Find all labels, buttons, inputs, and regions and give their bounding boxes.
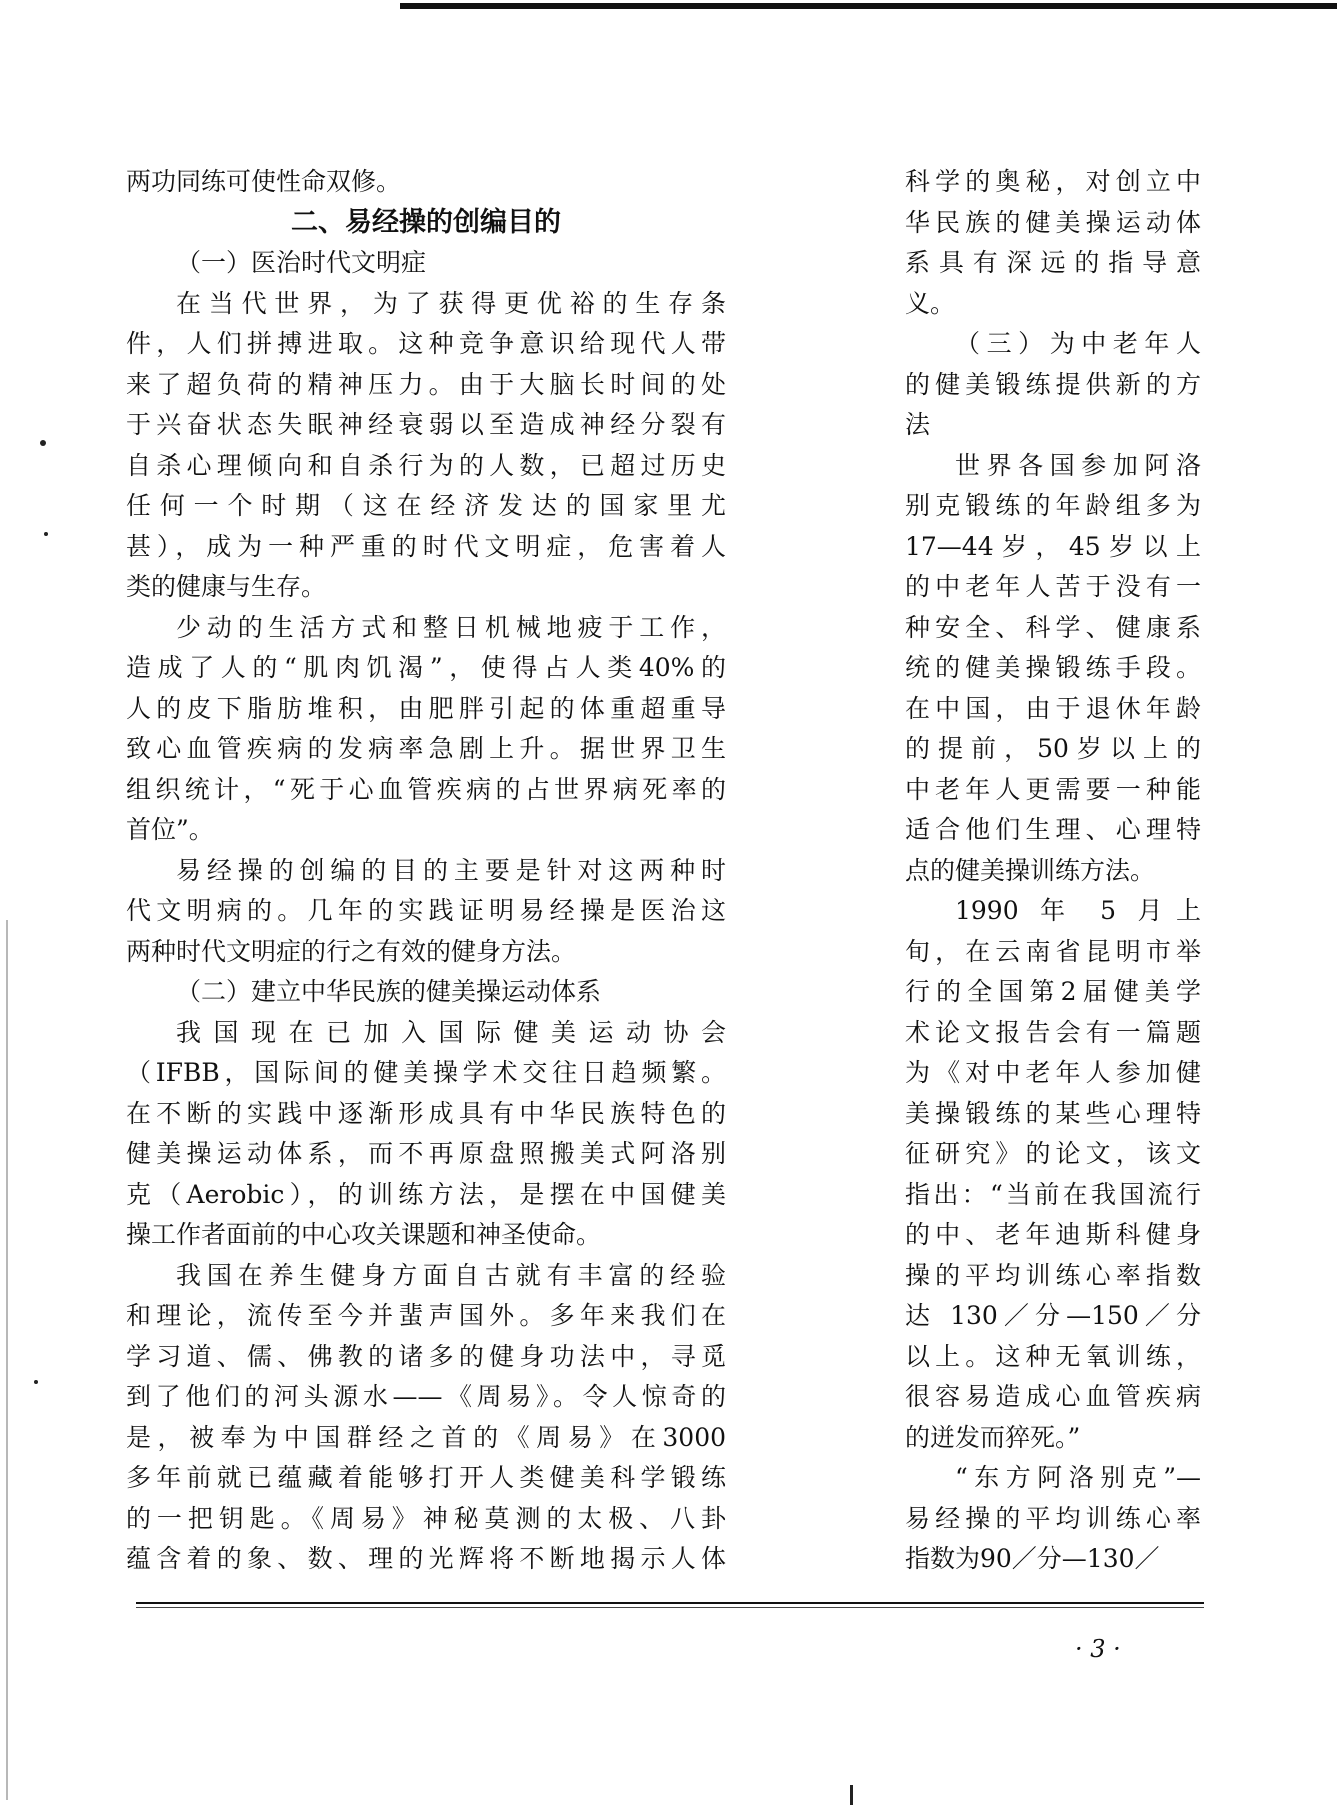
text-line: 两种时代文明症的行之有效的健身方法。 [126, 936, 577, 966]
text-line: 在不断的实践中逐渐形成具有中华民族特色的 [126, 1098, 726, 1128]
text-line: 在当代世界，为了获得更优裕的生存条 [176, 288, 726, 318]
text-line: 到了他们的河头源水——《周易》。令人惊奇的 [126, 1382, 726, 1411]
text-line: 达 130／分—150／分 [905, 1301, 1201, 1330]
text-line: 为《对中老年人参加健 [905, 1058, 1201, 1087]
text-line: 指出：“当前在我国流行 [905, 1179, 1201, 1209]
text-line: 17—44岁，45岁以上 [905, 531, 1201, 561]
text-line: 种安全、科学、健康系 [905, 612, 1201, 642]
scan-speck [34, 1380, 38, 1384]
text-line: 易经操的创编的目的主要是针对这两种时 [176, 855, 726, 885]
text-line: 组织统计，“死于心血管疾病的占世界病死率的 [126, 774, 726, 804]
footer-rule-thin [136, 1607, 1204, 1608]
text-line: 的提前，50岁以上的 [905, 734, 1201, 763]
right-column [905, 162, 1201, 1580]
text-line: 美操锻练的某些心理特 [905, 1098, 1201, 1128]
left-column [126, 162, 726, 1580]
text-line: 在中国，由于退休年龄 [905, 693, 1201, 723]
text-line: 系具有深远的指导意 [905, 248, 1201, 277]
text-line: 旬，在云南省昆明市举 [905, 936, 1201, 966]
scan-speck [40, 440, 46, 446]
subsection-heading: （二）建立中华民族的健美操运动体系 [176, 977, 602, 1006]
subsection-heading: （三）为中老年人 [955, 329, 1201, 358]
text-line: 术论文报告会有一篇题 [905, 1017, 1201, 1047]
text-line: 指数为90／分—130／ [905, 1544, 1160, 1573]
text-line: 造成了人的“肌肉饥渴”，使得占人类40%的 [126, 653, 726, 682]
scan-margin-line [6, 920, 8, 1800]
text-line: 的中、老年迪斯科健身 [905, 1220, 1201, 1249]
text-line: 我国现在已加入国际健美运动协会 [176, 1017, 726, 1047]
text-line: “东方阿洛别克”— [955, 1463, 1201, 1492]
top-rule [400, 3, 1337, 9]
text-line: 学习道、儒、佛教的诸多的健身功法中，寻觅 [126, 1341, 726, 1371]
section-heading: 二、易经操的创编目的 [291, 206, 561, 238]
text-line: 蕴含着的象、数、理的光辉将不断地揭示人体 [126, 1544, 726, 1573]
text-line: 致心血管疾病的发病率急剧上升。据世界卫生 [126, 734, 726, 763]
text-line: 的中老年人苦于没有一 [905, 572, 1201, 601]
footer-rule [136, 1602, 1204, 1604]
text-line: 以上。这种无氧训练， [905, 1341, 1201, 1371]
text-line: 两功同练可使性命双修。 [126, 167, 402, 196]
text-line: 甚），成为一种严重的时代文明症，危害着人 [126, 531, 726, 561]
subsection-heading: 的健美锻练提供新的方 [905, 369, 1201, 399]
text-line: 克（Aerobic），的训练方法，是摆在中国健美 [126, 1179, 726, 1209]
text-line: 世界各国参加阿洛 [955, 450, 1201, 480]
scan-speck [44, 532, 48, 536]
text-line: 健美操运动体系，而不再原盘照搬美式阿洛别 [126, 1139, 726, 1168]
text-line: 华民族的健美操运动体 [905, 207, 1201, 237]
text-line: 件，人们拼搏进取。这种竞争意识给现代人带 [126, 329, 726, 358]
text-line: 的一把钥匙。《周易》神秘莫测的太极、八卦 [126, 1503, 726, 1533]
text-line: 多年前就已蕴藏着能够打开人类健美科学锻练 [126, 1463, 726, 1492]
text-line: 操工作者面前的中心攻关课题和神圣使命。 [126, 1220, 602, 1249]
text-line: 于兴奋状态失眠神经衰弱以至造成神经分裂有 [126, 410, 726, 439]
text-line: 义。 [905, 288, 956, 318]
text-line: 科学的奥秘，对创立中 [905, 167, 1201, 196]
text-line: 统的健美操锻练手段。 [905, 653, 1201, 682]
text-line: 自杀心理倾向和自杀行为的人数，已超过历史 [126, 450, 726, 480]
subsection-heading: 法 [905, 410, 931, 439]
text-line: 任何一个时期（这在经济发达的国家里尤 [126, 491, 726, 520]
text-line: 1990 年 5 月上 [955, 896, 1201, 925]
text-line: 行的全国第2届健美学 [905, 977, 1201, 1006]
text-line: 少动的生活方式和整日机械地疲于工作， [176, 612, 726, 642]
subsection-heading: （一）医治时代文明症 [176, 248, 427, 277]
text-line: 类的健康与生存。 [126, 572, 327, 601]
text-line: 我国在养生健身方面自古就有丰富的经验 [176, 1260, 726, 1290]
text-line: （IFBB，国际间的健美操学术交往日趋频繁。 [126, 1058, 726, 1087]
scan-speck [850, 1785, 853, 1805]
text-line: 征研究》的论文，该文 [905, 1139, 1201, 1168]
text-line: 的迸发而猝死。” [905, 1422, 1081, 1452]
text-line: 代文明病的。几年的实践证明易经操是医治这 [126, 896, 726, 925]
text-line: 人的皮下脂肪堆积，由肥胖引起的体重超重导 [126, 693, 726, 723]
text-line: 和理论，流传至今并蜚声国外。多年来我们在 [126, 1301, 726, 1330]
text-line: 点的健美操训练方法。 [905, 855, 1156, 885]
text-line: 很容易造成心血管疾病 [905, 1382, 1201, 1411]
text-line: 是，被奉为中国群经之首的《周易》在3000 [126, 1422, 726, 1452]
text-line: 易经操的平均训练心率 [905, 1503, 1201, 1533]
text-line: 别克锻练的年龄组多为 [905, 491, 1201, 520]
text-line: 操的平均训练心率指数 [905, 1260, 1201, 1290]
text-line: 适合他们生理、心理特 [905, 815, 1201, 844]
text-line: 中老年人更需要一种能 [905, 774, 1201, 804]
text-line: 首位”。 [126, 815, 214, 844]
page-number: · 3 · [1075, 1635, 1121, 1663]
text-line: 来了超负荷的精神压力。由于大脑长时间的处 [126, 369, 726, 399]
